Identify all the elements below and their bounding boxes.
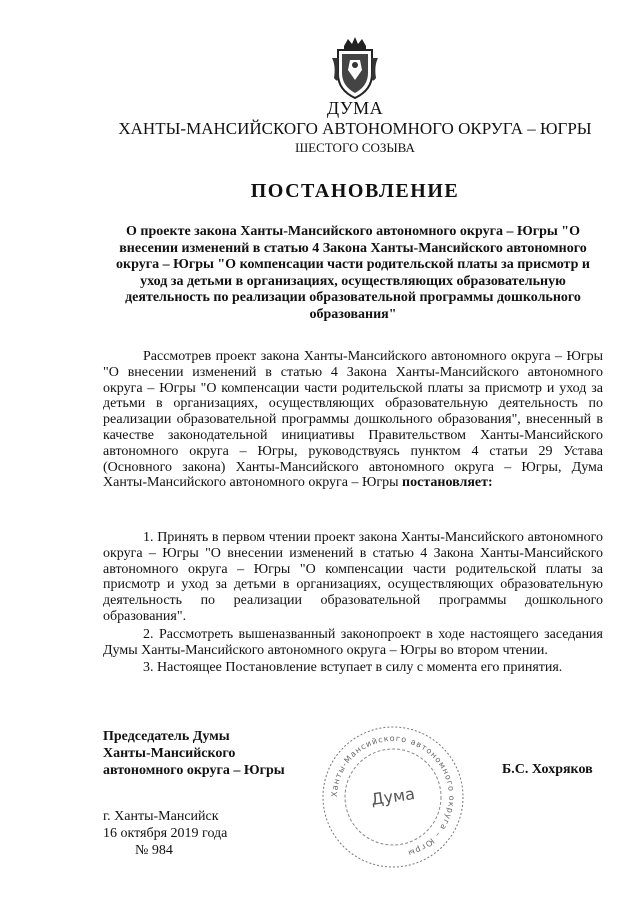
signer-position xyxy=(103,728,285,779)
resolves-keyword: постановляет: xyxy=(402,475,493,491)
preamble-text: Рассмотрев проект закона Ханты-Мансийского автономного округа – Югры "О внесении изменений в статью 4 Закона Ханты-Мансийского автономного округа – Югры "О компенсации части родительской платы за присмотр и уход за детьми в организациях, осуществляющих образовательную деятельность по реализации образовательной программы дошкольного образования", внесенный в качестве законодательной инициативы Правительством Ханты-Мансийского автономного округа – Югры, руководствуясь пунктом 4 статьи 29 Устава (Основного закона) Ханты-Мансийского автономного округа – Югры, Дума Ханты-Мансийского автономного округа – Югры xyxy=(103,349,603,491)
date-of-issue: 16 октября 2019 года xyxy=(103,826,228,841)
document-type-title: ПОСТАНОВЛЕНИЕ xyxy=(250,180,460,202)
signer-position-line: Ханты-Мансийского xyxy=(103,746,236,761)
place-of-issue: г. Ханты-Мансийск xyxy=(103,809,219,824)
resolution-item: 2. Рассмотреть вышеназванный законопроект в ходе настоящего заседания Думы Ханты-Мансийского автономного округа – Югры во втором чтении. xyxy=(103,626,603,658)
resolution-items xyxy=(103,530,603,676)
signer-position-line: Председатель Думы xyxy=(103,729,230,744)
issuer-header xyxy=(0,98,640,156)
resolution-subject: О проекте закона Ханты-Мансийского автономного округа – Югры "О внесении изменений в статью 4 Закона Ханты-Мансийского автономного округа – Югры "О компенсации части родительской платы за присмотр и уход за детьми в организациях, осуществляющих образовательную деятельность по реализации образовательной программы дошкольного образования" xyxy=(116,224,590,322)
convocation-line: ШЕСТОГО СОЗЫВА xyxy=(295,140,415,155)
document-footer xyxy=(103,808,227,859)
coat-of-arms-emblem xyxy=(330,36,380,100)
signer-name: Б.С. Хохряков xyxy=(502,762,593,777)
preamble-paragraph xyxy=(103,349,603,491)
stamp-ring-text: Ханты-Мансийского автономного округа – Югры xyxy=(329,733,457,859)
okrug-title: ХАНТЫ-МАНСИЙСКОГО АВТОНОМНОГО ОКРУГА – ЮГРЫ xyxy=(118,119,592,138)
signer-position-line: автономного округа – Югры xyxy=(103,763,285,778)
document-number: № 984 xyxy=(135,843,173,858)
official-stamp xyxy=(318,722,468,872)
duma-title: ДУМА xyxy=(326,98,384,118)
stamp-center-text: Дума xyxy=(369,784,416,809)
resolution-item: 3. Настоящее Постановление вступает в силу с момента его принятия. xyxy=(143,660,563,676)
resolution-item: 1. Принять в первом чтении проект закона Ханты-Мансийского автономного округа – Югры "О внесении изменений в статью 4 Закона Ханты-Мансийского автономного округа – Югры "О компенсации части родительской платы за присмотр и уход за детьми в организациях, осуществляющих образовательную деятельность по реализации образовательной программы дошкольного образования". xyxy=(103,530,603,624)
